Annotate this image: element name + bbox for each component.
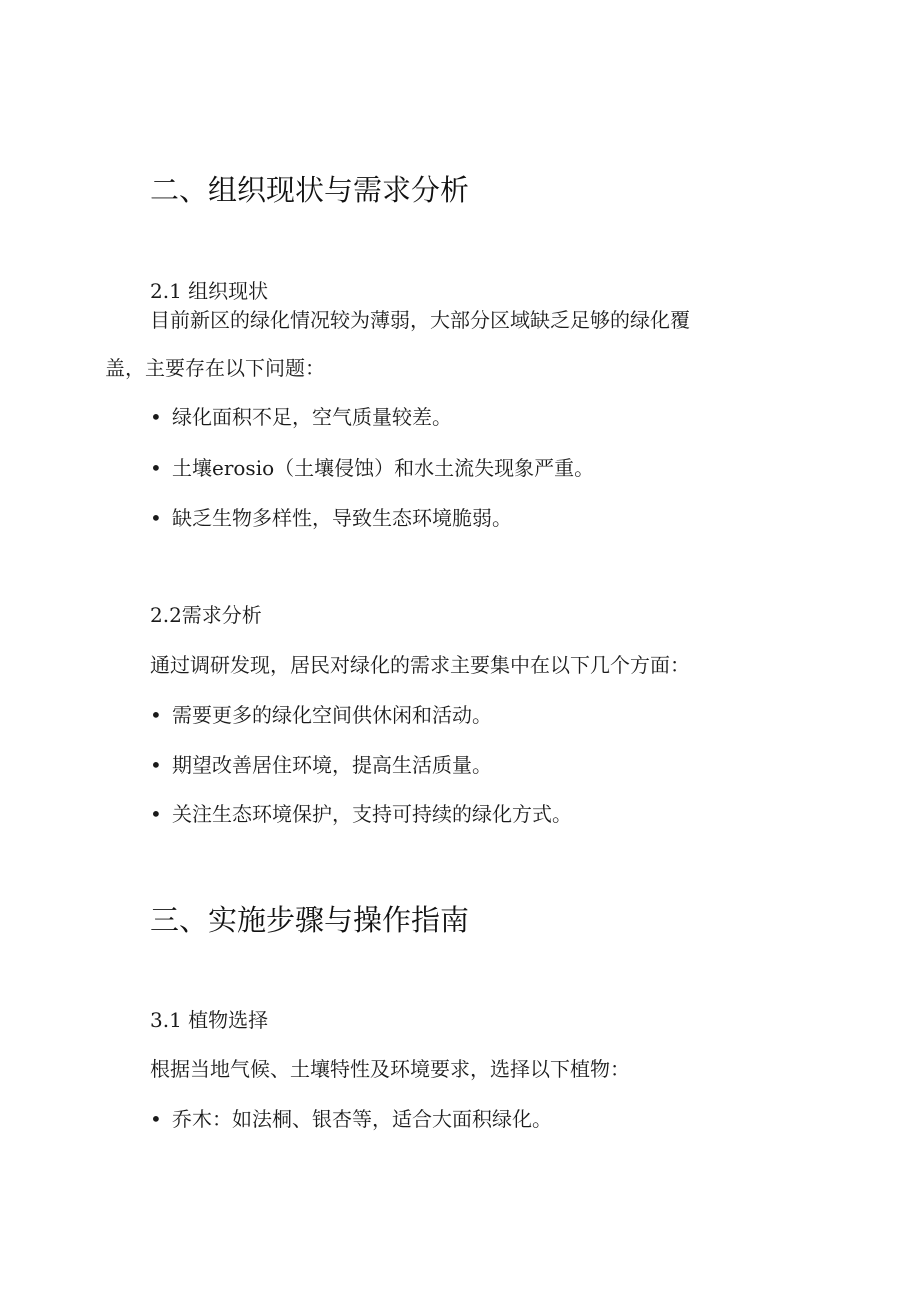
list-item-text: 土壤erosio（土壤侵蚀）和水土流失现象严重。 — [172, 456, 595, 480]
bullet-icon: • — [150, 456, 162, 480]
list-item-text: 绿化面积不足，空气质量较差。 — [172, 405, 452, 429]
subsection-2-1-heading: 2.1 组织现状 — [150, 279, 269, 303]
list-item-text: 需要更多的绿化空间供休闲和活动。 — [172, 703, 492, 727]
paragraph-2-1-line-2: 盖，主要存在以下问题： — [105, 356, 325, 380]
bullet-icon: • — [150, 753, 162, 777]
bullet-icon: • — [150, 703, 162, 727]
list-item — [150, 751, 492, 779]
bullet-icon: • — [150, 1107, 162, 1131]
subsection-3-1-heading: 3.1 植物选择 — [150, 1008, 269, 1032]
list-item-text: 缺乏生物多样性，导致生态环境脆弱。 — [172, 506, 512, 530]
paragraph-3-1: 根据当地气候、土壤特性及环境要求，选择以下植物： — [150, 1057, 630, 1081]
list-item — [150, 403, 452, 431]
list-item-text: 关注生态环境保护，支持可持续的绿化方式。 — [172, 802, 572, 826]
list-item-text: 期望改善居住环境，提高生活质量。 — [172, 753, 492, 777]
bullet-icon: • — [150, 506, 162, 530]
section-2-heading: 二、组织现状与需求分析 — [150, 173, 470, 207]
bullet-icon: • — [150, 405, 162, 429]
list-item — [150, 1105, 552, 1133]
paragraph-2-2: 通过调研发现，居民对绿化的需求主要集中在以下几个方面： — [150, 653, 690, 677]
paragraph-2-1-line-1: 目前新区的绿化情况较为薄弱，大部分区域缺乏足够的绿化覆 — [150, 308, 690, 332]
bullet-icon: • — [150, 802, 162, 826]
list-item — [150, 454, 594, 482]
section-3-heading: 三、实施步骤与操作指南 — [150, 903, 470, 937]
subsection-2-2-heading: 2.2需求分析 — [150, 603, 262, 627]
list-item — [150, 504, 512, 532]
list-item-text: 乔木：如法桐、银杏等，适合大面积绿化。 — [172, 1107, 552, 1131]
list-item — [150, 800, 572, 828]
list-item — [150, 701, 492, 729]
